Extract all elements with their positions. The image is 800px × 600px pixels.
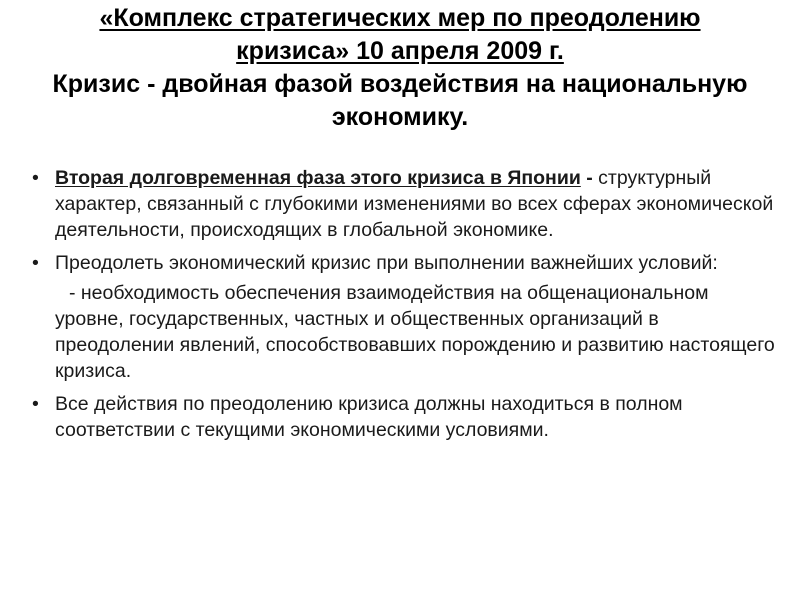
bullet-item-3 xyxy=(32,391,777,443)
slide-title xyxy=(20,2,780,134)
title-line-1: «Комплекс стратегических мер по преодолению xyxy=(99,4,701,32)
title-line-3: Кризис - двойная фазой воздействия на национальную xyxy=(52,70,748,98)
bullet-item-2-text: Преодолеть экономический кризис при выполнении важнейших условий: xyxy=(55,252,718,274)
bullet-icon: • xyxy=(32,393,39,415)
bullet-list xyxy=(32,165,777,450)
bullet-icon: • xyxy=(32,167,39,189)
sub-item-text: - необходимость обеспечения взаимодействия на общенациональном уровне, государственных, частных и общественных организаций в преодолении явлений, способствовавших порождению и развитию настоящего кризиса. xyxy=(55,282,775,382)
bullet-icon: • xyxy=(32,252,39,274)
bullet-item-1-dash: - xyxy=(580,167,593,189)
title-line-4: экономику. xyxy=(331,103,469,131)
sub-item xyxy=(32,280,777,384)
title-line-2: кризиса» 10 апреля 2009 г. xyxy=(236,37,564,65)
bullet-item-3-text: Все действия по преодолению кризиса должны находиться в полном соответствии с текущими экономическими условиями. xyxy=(55,393,683,441)
bullet-item-2 xyxy=(32,250,777,276)
bullet-item-1-emphasis: Вторая долговременная фаза этого кризиса в Японии xyxy=(55,167,581,189)
bullet-item-1-text: структурный характер, связанный с глубокими изменениями во всех сферах экономической деятельности, происходящих в глобальной экономике. xyxy=(55,167,774,241)
bullet-item-1 xyxy=(32,165,777,243)
